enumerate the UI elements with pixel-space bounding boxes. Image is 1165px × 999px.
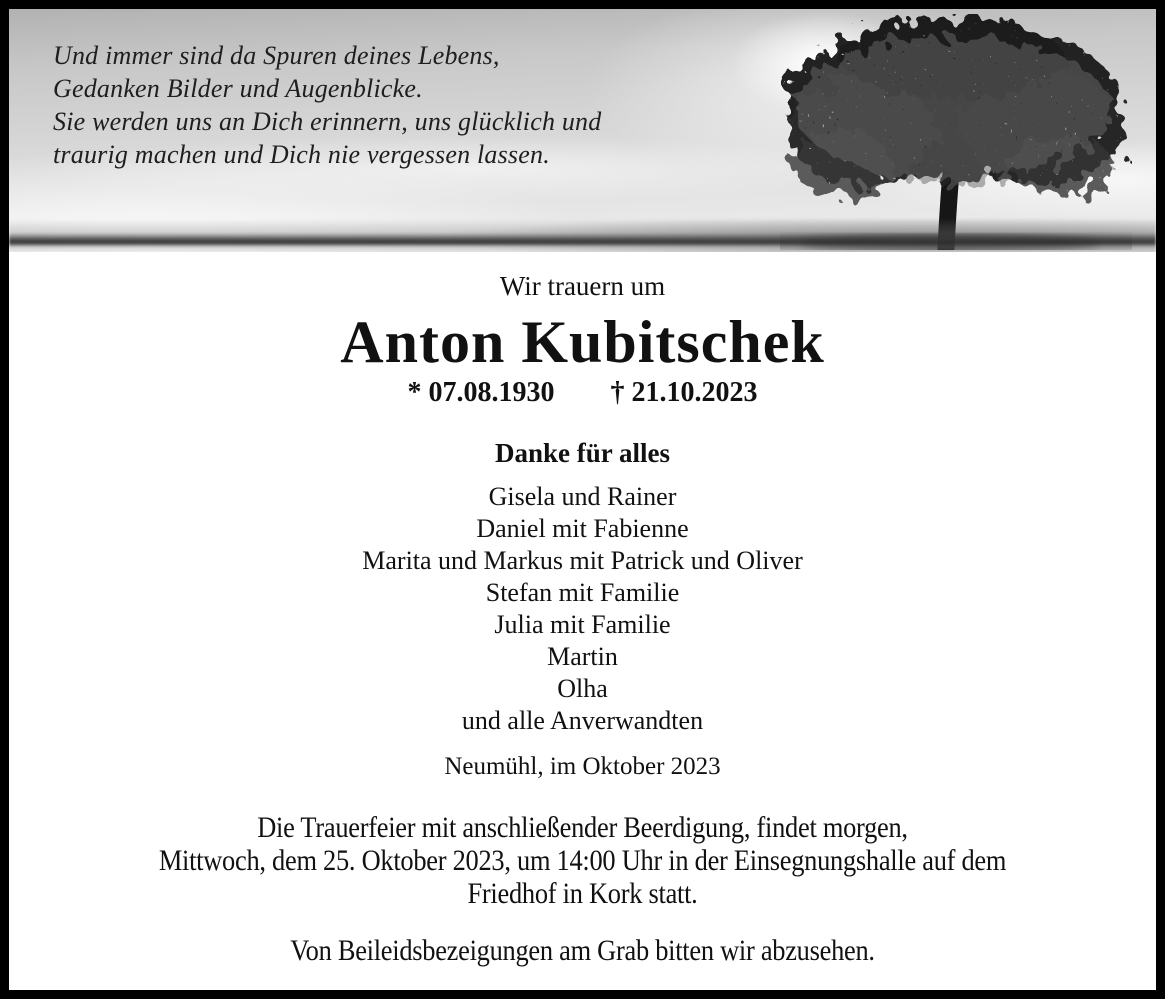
- birth-date: * 07.08.1930: [407, 377, 555, 408]
- mourner-line: und alle Anverwandten: [461, 706, 704, 735]
- place-and-date: Neumühl, im Oktober 2023: [444, 753, 721, 780]
- poem-line: Gedanken Bilder und Augenblicke.: [53, 74, 423, 103]
- mourners-list: [9, 481, 1156, 737]
- funeral-section: [78, 811, 1087, 967]
- memorial-poem: [53, 39, 601, 171]
- mourner-line: Gisela und Rainer: [488, 482, 677, 511]
- mourner-line: Olha: [557, 674, 608, 703]
- deceased-name: Anton Kubitschek: [340, 309, 825, 375]
- condolence-note: Von Beileidsbezeigungen am Grab bitten wir abzusehen.: [290, 934, 875, 967]
- intro-text: Wir trauern um: [499, 271, 666, 301]
- funeral-line: Die Trauerfeier mit anschließender Beerdigung, findet morgen,: [257, 811, 908, 844]
- thanks-line: Danke für alles: [494, 438, 670, 468]
- life-dates: [9, 377, 1156, 409]
- funeral-line: Friedhof in Kork statt.: [467, 877, 698, 910]
- poem-line: Sie werden uns an Dich erinnern, uns glücklich und: [53, 107, 602, 136]
- poem-line: Und immer sind da Spuren deines Lebens,: [53, 41, 500, 70]
- mourner-line: Marita und Markus mit Patrick und Oliver: [362, 546, 803, 575]
- tree-silhouette-icon: [780, 14, 1132, 250]
- funeral-details: [78, 811, 1087, 910]
- mourner-line: Julia mit Familie: [494, 610, 671, 639]
- death-date: † 21.10.2023: [610, 377, 758, 408]
- notice-body: [9, 269, 1156, 967]
- mourner-line: Stefan mit Familie: [485, 578, 680, 607]
- mourner-line: Martin: [547, 642, 618, 671]
- mourner-line: Daniel mit Fabienne: [476, 514, 689, 543]
- poem-line: traurig machen und Dich nie vergessen lassen.: [53, 140, 550, 169]
- memorial-header-image: [9, 9, 1156, 252]
- horizon-line: [9, 219, 1156, 252]
- funeral-line: Mittwoch, dem 25. Oktober 2023, um 14:00 Uhr in der Einsegnungshalle auf dem: [158, 844, 1007, 877]
